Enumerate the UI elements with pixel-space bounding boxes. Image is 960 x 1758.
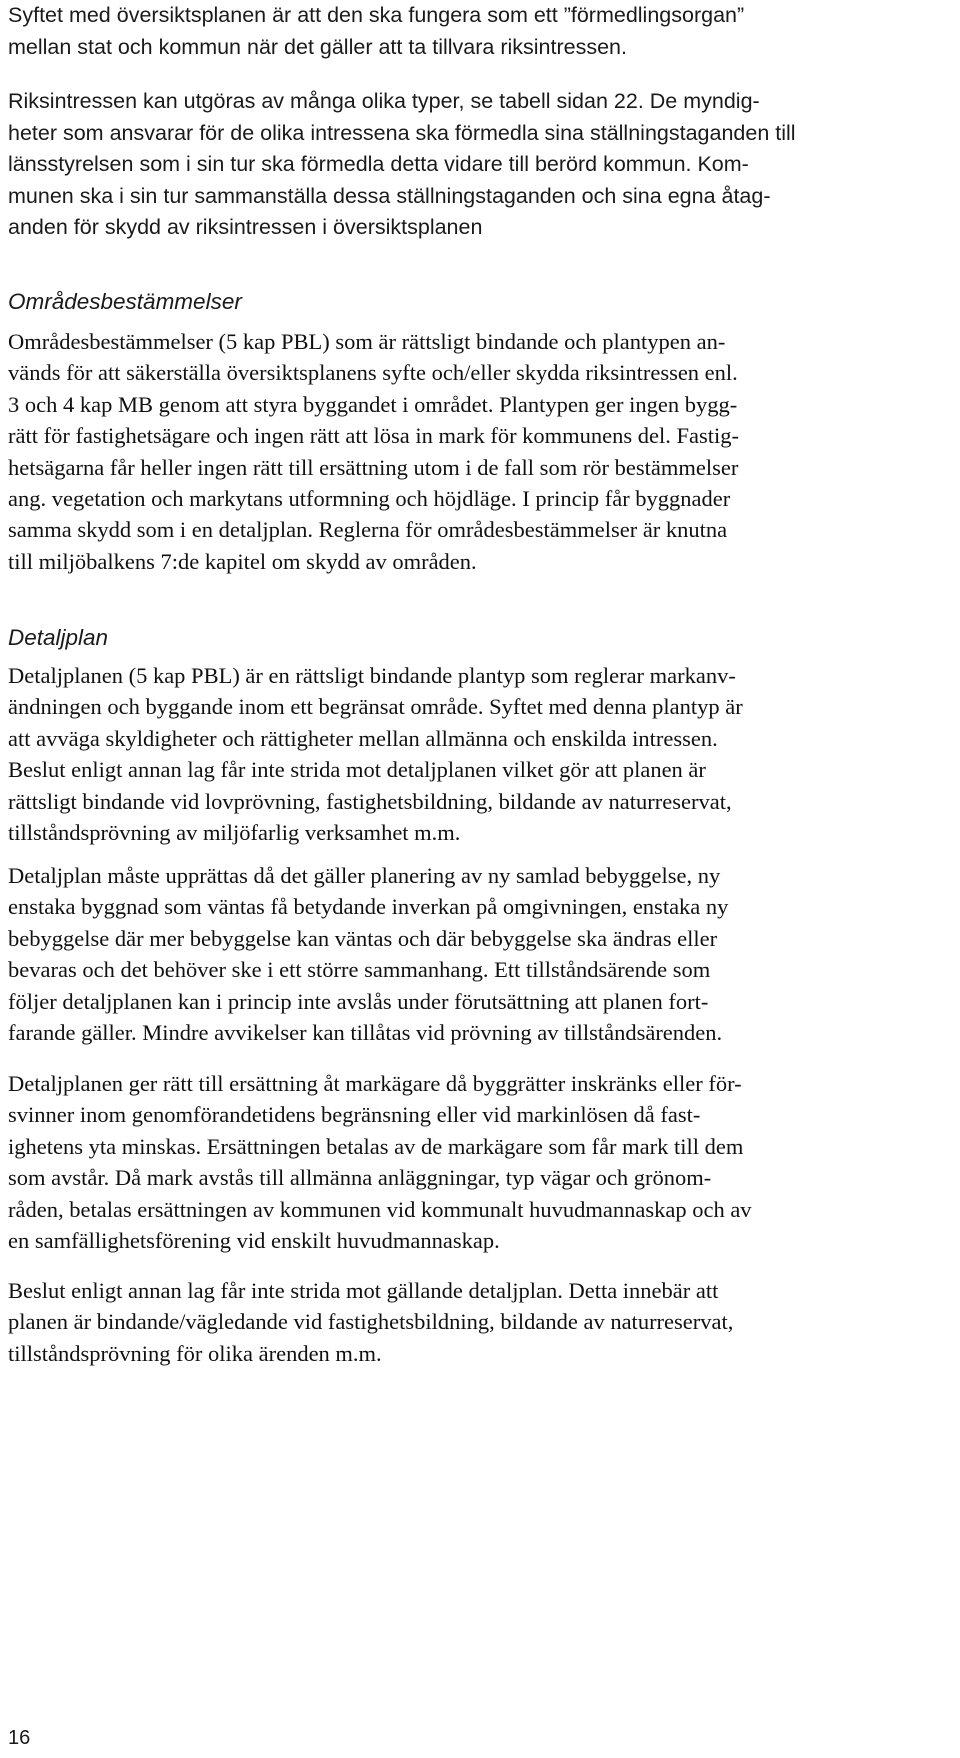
text-line: vänds för att säkerställa översiktsplanens syfte och/eller skydda riksintressen enl. [8, 360, 738, 386]
text-line: munen ska i sin tur sammanställa dessa ställningstaganden och sina egna åtag- [8, 183, 771, 208]
text-line: anden för skydd av riksintressen i översiktsplanen [8, 215, 483, 239]
text-line: enstaka byggnad som väntas få betydande inverkan på omgivningen, enstaka ny [8, 894, 729, 920]
text-line: bevaras och det behöver ske i ett större sammanhang. Ett tillståndsärende som [8, 957, 711, 983]
detaljplan-paragraph-2 [8, 860, 953, 1048]
text-line: en samfällighetsförening vid enskilt huvudmannaskap. [8, 1228, 500, 1254]
intro-paragraph-1 [8, 0, 948, 63]
section-heading-omradesbestammelser: Områdesbestämmelser [8, 289, 242, 314]
text-line: råden, betalas ersättningen av kommunen vid kommunalt huvudmannaskap och av [8, 1196, 752, 1222]
text-line: Detaljplanen ger rätt till ersättning åt markägare då byggrätter inskränks eller för- [8, 1071, 742, 1096]
text-line: följer detaljplanen kan i princip inte avslås under förutsättning att planen fort- [8, 988, 709, 1014]
text-line: 3 och 4 kap MB genom att styra byggandet i området. Plantypen ger ingen bygg- [8, 391, 738, 417]
page-number: 16 [8, 1727, 31, 1749]
detaljplan-paragraph-1 [8, 660, 953, 848]
text-line: Syftet med översiktsplanen är att den ska fungera som ett ”förmedlingsorgan” [8, 3, 745, 27]
section-heading-detaljplan: Detaljplan [8, 625, 109, 650]
text-line: ändningen och byggande inom ett begränsat område. Syftet med denna plantyp är [8, 694, 743, 720]
text-line: tillståndsprövning av miljöfarlig verksamhet m.m. [8, 820, 461, 846]
text-line: svinner inom genomförandetidens begränsning eller vid markinlösen då fast- [8, 1102, 701, 1128]
text-line: heter som ansvarar för de olika intressena ska förmedla sina ställningstaganden till [8, 120, 796, 145]
text-line: Detaljplanen (5 kap PBL) är en rättsligt bindande plantyp som reglerar markanv- [8, 663, 736, 688]
text-line: tillståndsprövning för olika ärenden m.m. [8, 1340, 382, 1366]
text-line: länsstyrelsen som i sin tur ska förmedla detta vidare till berörd kommun. Kom- [8, 152, 749, 176]
text-line: Riksintressen kan utgöras av många olika typer, se tabell sidan 22. De myndig- [8, 89, 760, 113]
text-line: mellan stat och kommun när det gäller att ta tillvara riksintressen. [8, 34, 627, 59]
text-line: ighetens yta minskas. Ersättningen betalas av de markägare som får mark till dem [8, 1133, 744, 1159]
text-line: Beslut enligt annan lag får inte strida mot detaljplanen vilket gör att planen är [8, 757, 706, 783]
text-line: till miljöbalkens 7:de kapitel om skydd av områden. [8, 548, 477, 574]
text-line: rätt för fastighetsägare och ingen rätt att lösa in mark för kommunens del. Fastig- [8, 423, 740, 449]
text-line: Områdesbestämmelser (5 kap PBL) som är rättsligt bindande och plantypen an- [8, 329, 726, 354]
text-line: rättsligt bindande vid lovprövning, fastighetsbildning, bildande av naturreservat, [8, 788, 732, 814]
text-line: samma skydd som i en detaljplan. Reglerna för områdesbestämmelser är knutna [8, 517, 728, 543]
text-line: ang. vegetation och markytans utformning och höjdläge. I princip får byggnader [8, 486, 731, 512]
text-line: Beslut enligt annan lag får inte strida mot gällande detaljplan. Detta innebär att [8, 1278, 719, 1303]
omradesbestammelser-paragraph [8, 326, 953, 577]
text-line: som avstår. Då mark avstås till allmänna anläggningar, typ vägar och grönom- [8, 1165, 712, 1191]
text-line: planen är bindande/vägledande vid fastighetsbildning, bildande av naturreservat, [8, 1309, 734, 1335]
detaljplan-paragraph-4 [8, 1275, 953, 1369]
text-line: bebyggelse där mer bebyggelse kan väntas och där bebyggelse ska ändras eller [8, 925, 718, 951]
intro-paragraph-2 [8, 86, 948, 244]
text-line: farande gäller. Mindre avvikelser kan tillåtas vid prövning av tillståndsärenden. [8, 1020, 723, 1046]
text-line: Detaljplan måste upprättas då det gäller planering av ny samlad bebyggelse, ny [8, 863, 721, 888]
detaljplan-paragraph-3 [8, 1068, 953, 1256]
text-line: hetsägarna får heller ingen rätt till ersättning utom i de fall som rör bestämmelser [8, 454, 739, 480]
text-line: att avväga skyldigheter och rättigheter mellan allmänna och enskilda intressen. [8, 725, 718, 751]
